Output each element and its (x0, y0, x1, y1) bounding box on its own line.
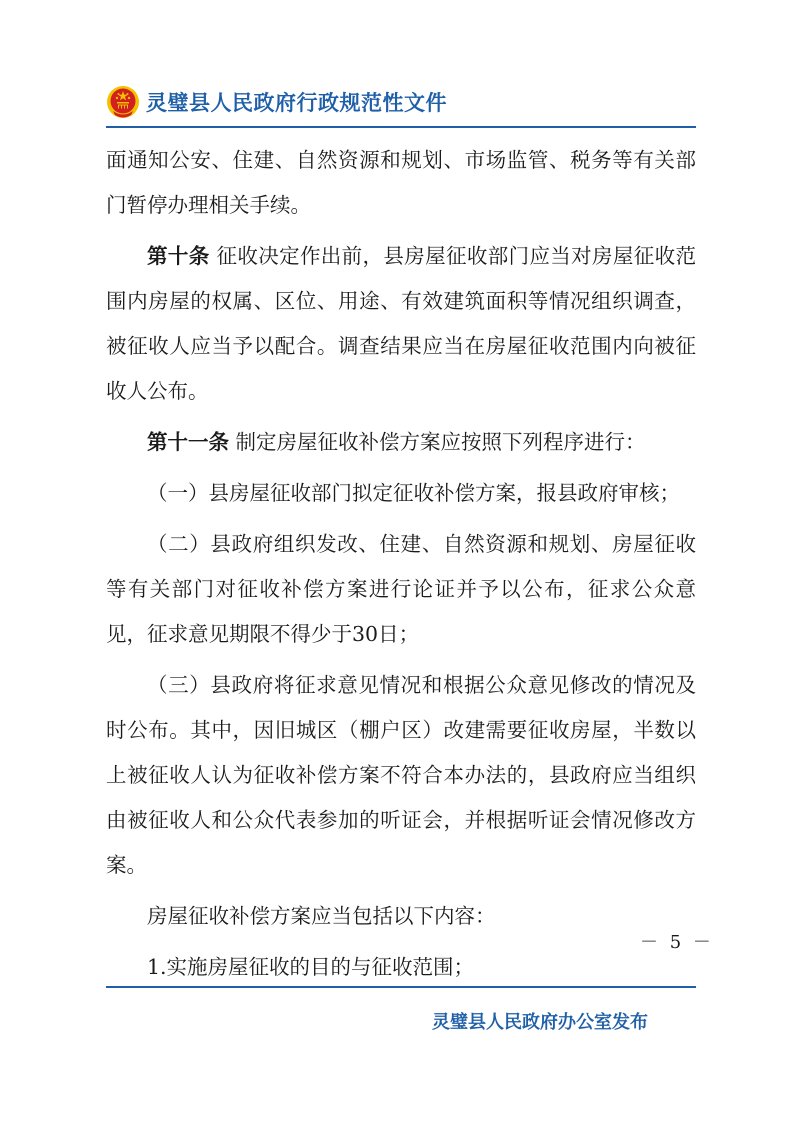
document-header (106, 82, 447, 122)
item-1: （一）县房屋征收部门拟定征收补偿方案，报县政府审核； (147, 481, 680, 505)
page-number: － 5 － (640, 932, 714, 953)
article-10-text: 征收决定作出前，县房屋征收部门应当对房屋征收范围内房屋的权属、区位、用途、有效建筑面积等情况组织调查，被征收人应当予以配合。调查结果应当在房屋征收范围内向被征收人公布。 (106, 244, 696, 403)
article-10 (106, 234, 696, 414)
paragraph-continuation: 面通知公安、住建、自然资源和规划、市场监管、税务等有关部门暂停办理相关手续。 (106, 148, 696, 217)
footer-publisher: 灵璧县人民政府办公室发布 (432, 1012, 648, 1033)
header-divider (106, 126, 696, 128)
article-11-text: 制定房屋征收补偿方案应按照下列程序进行： (235, 430, 646, 454)
article-11 (106, 420, 696, 465)
item-3: （三）县政府将征求意见情况和根据公众意见修改的情况及时公布。其中，因旧城区（棚户区）改建需要征收房屋，半数以上被征收人认为征收补偿方案不符合本办法的，县政府应当组织由被征收人和公众代表参加的听证会，并根据听证会情况修改方案。 (106, 673, 696, 877)
plan-content-item-1: 1.实施房屋征收的目的与征收范围； (147, 955, 475, 979)
plan-contents-intro: 房屋征收补偿方案应当包括以下内容： (147, 904, 496, 928)
document-body (106, 138, 696, 996)
footer-divider (106, 986, 696, 988)
article-10-label: 第十条 (147, 244, 210, 268)
national-emblem-icon (106, 85, 140, 119)
header-title: 灵璧县人民政府行政规范性文件 (146, 91, 447, 115)
item-2: （二）县政府组织发改、住建、自然资源和规划、房屋征收等有关部门对征收补偿方案进行论证并予以公布，征求公众意见，征求意见期限不得少于30日； (106, 532, 696, 646)
article-11-label: 第十一条 (147, 430, 229, 454)
